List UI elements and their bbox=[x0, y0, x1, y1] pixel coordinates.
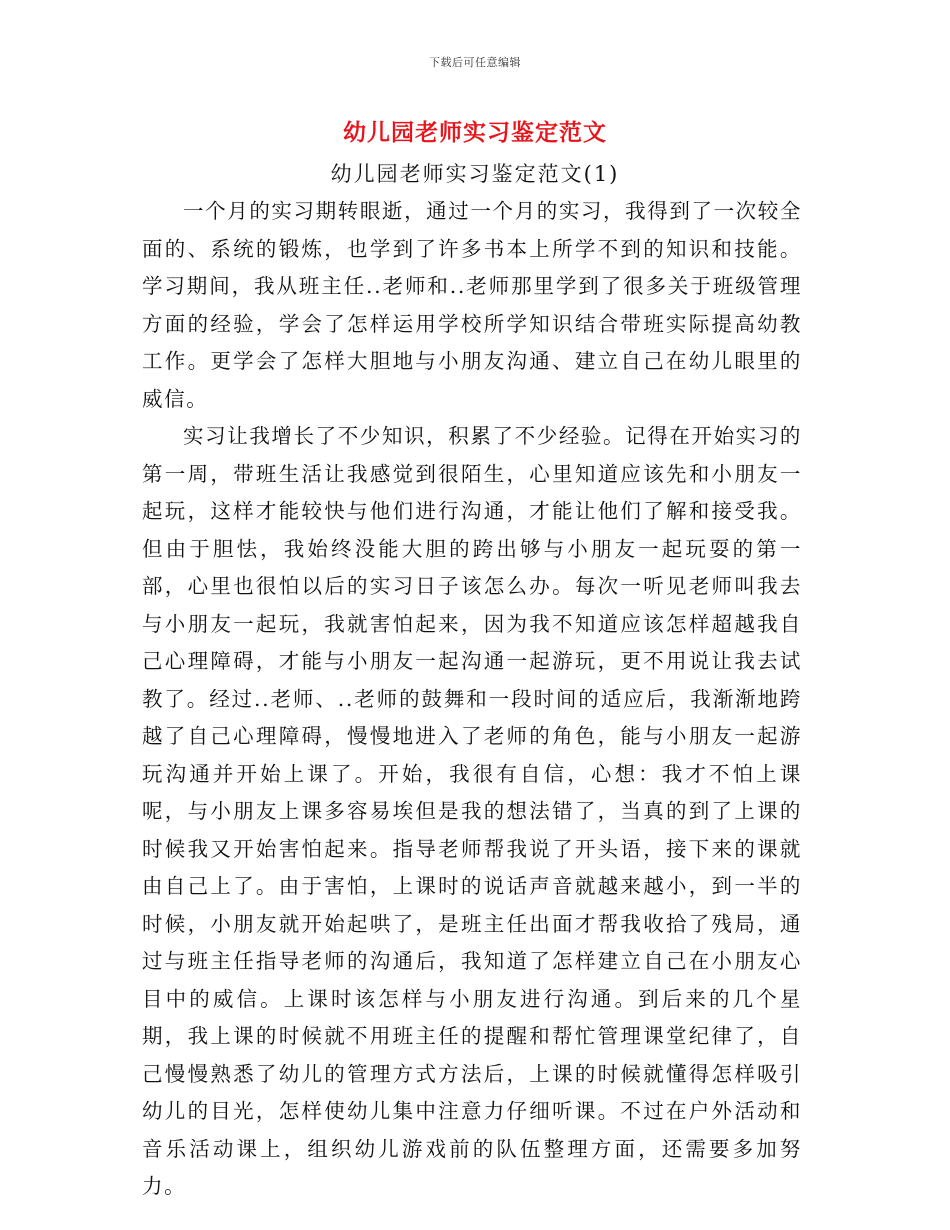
document-subtitle: 幼儿园老师实习鉴定范文(1) bbox=[330, 162, 620, 186]
header-note: 下载后可任意编辑 bbox=[429, 56, 521, 69]
paragraph-2: 实习让我增长了不少知识，积累了不少经验。记得在开始实习的第一周，带班生活让我感觉到很陌生，心里知道应该先和小朋友一起玩，这样才能较快与他们进行沟通，才能让他们了解和接受我。但由于胆怯，我始终没能大胆的跨出够与小朋友一起玩耍的第一部，心里也很怕以后的实习日子该怎么办。每次一听见老师叫我去与小朋友一起玩，我就害怕起来，因为我不知道应该怎样超越我自己心理障碍，才能与小朋友一起沟通一起游玩，更不用说让我去试教了。经过..老师、..老师的鼓舞和一段时间的适应后，我渐渐地跨越了自己心理障碍，慢慢地进入了老师的角色，能与小朋友一起游玩沟通并开始上课了。开始，我很有自信，心想：我才不怕上课呢，与小朋友上课多容易埃但是我的想法错了，当真的到了上课的时候我又开始害怕起来。指导老师帮我说了开头语，接下来的课就由自己上了。由于害怕，上课时的说话声音就越来越小，到一半的时候，小朋友就开始起哄了，是班主任出面才帮我收拾了残局，通过与班主任指导老师的沟通后，我知道了怎样建立自己在小朋友心目中的威信。上课时该怎样与小朋友进行沟通。到后来的几个星期，我上课的时候就不用班主任的提醒和帮忙管理课堂纪律了，自己慢慢熟悉了幼儿的管理方式方法后，上课的时候就懂得怎样吸引幼儿的目光，怎样使幼儿集中注意力仔细听课。不过在户外活动和音乐活动课上，组织幼儿游戏前的队伍整理方面，还需要多加努力。 bbox=[142, 424, 802, 1198]
document-title: 幼儿园老师实习鉴定范文 bbox=[343, 119, 607, 146]
paragraph-1: 一个月的实习期转眼逝，通过一个月的实习，我得到了一次较全面的、系统的锻炼，也学到了许多书本上所学不到的知识和技能。学习期间，我从班主任..老师和..老师那里学到了很多关于班级管理方面的经验，学会了怎样运用学校所学知识结合带班实际提高幼教工作。更学会了怎样大胆地与小朋友沟通、建立自己在幼儿眼里的威信。 bbox=[142, 199, 802, 411]
document-body bbox=[142, 193, 802, 1206]
